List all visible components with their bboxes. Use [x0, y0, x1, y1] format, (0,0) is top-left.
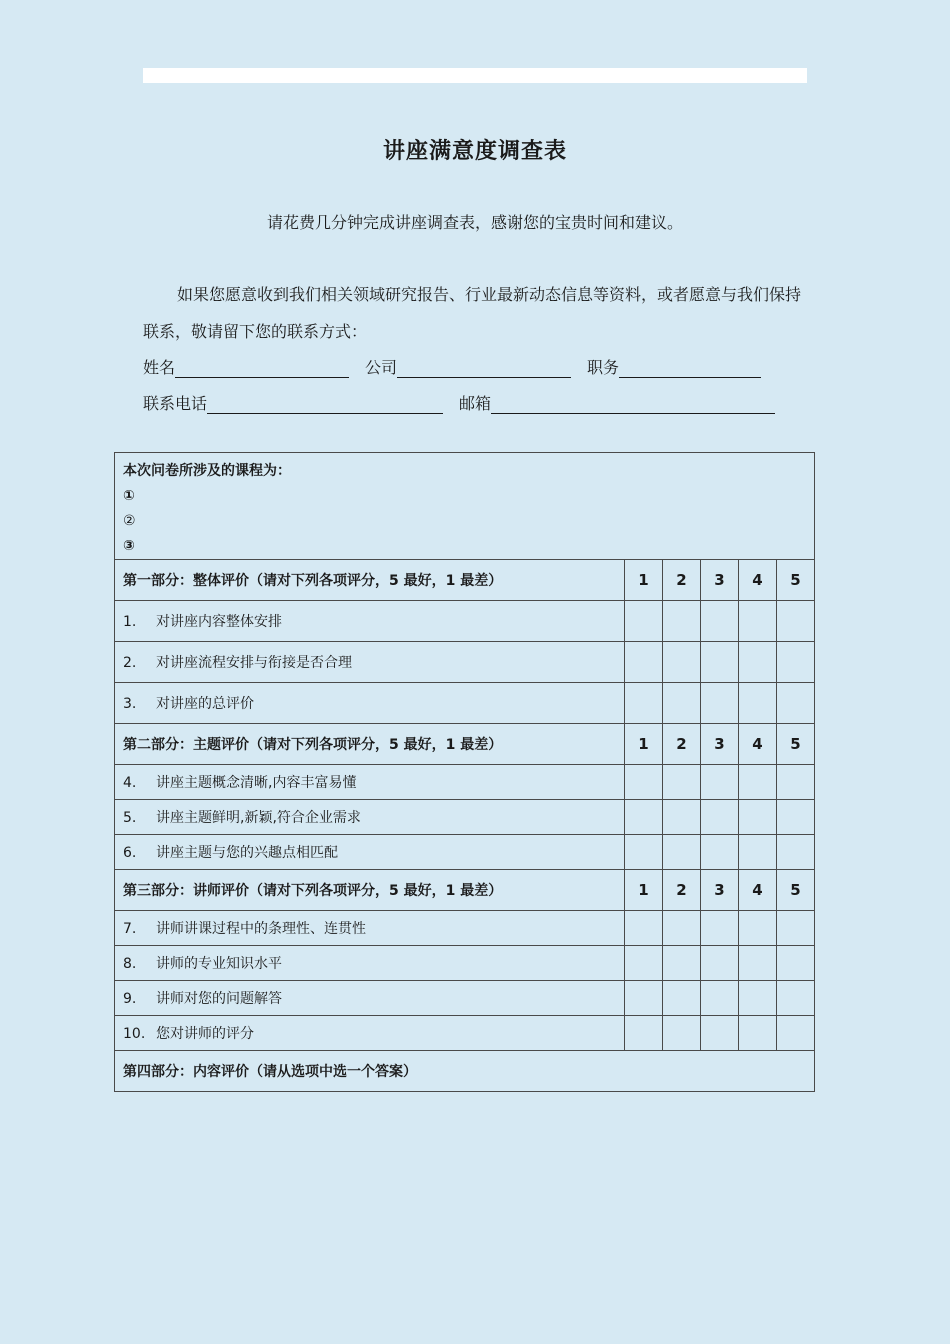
score-cell-2[interactable] — [663, 765, 701, 800]
item-cell — [115, 765, 625, 800]
email-label: 邮箱 — [459, 394, 492, 413]
item-cell — [115, 683, 625, 724]
table-row — [115, 981, 815, 1016]
score-cell-1[interactable] — [625, 800, 663, 835]
score-cell-1[interactable] — [625, 1016, 663, 1051]
position-label: 职务 — [587, 358, 620, 377]
item-cell — [115, 946, 625, 981]
score-cell-3[interactable] — [701, 835, 739, 870]
contact-paragraph: 如果您愿意收到我们相关领域研究报告、行业最新动态信息等资料，或者愿意与我们保持联系，敬请留下您的联系方式： — [143, 285, 802, 341]
item-number: 2. — [123, 655, 137, 671]
item-text: 讲师对您的问题解答 — [156, 991, 282, 1007]
item-text: 您对讲师的评分 — [156, 1026, 254, 1042]
section-title: 第一部分：整体评价（请对下列各项评分，5 最好，1 最差） — [115, 560, 625, 601]
section-4-title: 第四部分：内容评价（请从选项中选一个答案） — [115, 1051, 815, 1092]
score-header-4: 4 — [739, 724, 777, 765]
score-header-3: 3 — [701, 724, 739, 765]
table-row — [115, 683, 815, 724]
item-text: 讲座主题与您的兴趣点相匹配 — [156, 845, 338, 861]
score-cell-1[interactable] — [625, 765, 663, 800]
score-header-5: 5 — [777, 870, 815, 911]
item-number: 6. — [123, 845, 137, 861]
score-cell-2[interactable] — [663, 981, 701, 1016]
section-title: 第二部分：主题评价（请对下列各项评分，5 最好，1 最差） — [115, 724, 625, 765]
table-row — [115, 800, 815, 835]
phone-field[interactable] — [207, 395, 443, 414]
item-cell — [115, 642, 625, 683]
score-cell-1[interactable] — [625, 683, 663, 724]
score-cell-2[interactable] — [663, 946, 701, 981]
item-cell — [115, 981, 625, 1016]
score-cell-4[interactable] — [739, 835, 777, 870]
section-header-row — [115, 560, 815, 601]
score-header-3: 3 — [701, 560, 739, 601]
item-number: 10. — [123, 1026, 146, 1042]
score-cell-3[interactable] — [701, 946, 739, 981]
name-label: 姓名 — [143, 358, 176, 377]
score-cell-5[interactable] — [777, 765, 815, 800]
score-header-2: 2 — [663, 560, 701, 601]
score-header-1: 1 — [625, 560, 663, 601]
item-text: 讲座主题概念清晰,内容丰富易懂 — [156, 775, 357, 791]
score-cell-5[interactable] — [777, 601, 815, 642]
score-cell-4[interactable] — [739, 765, 777, 800]
item-text: 讲师讲课过程中的条理性、连贯性 — [156, 921, 366, 937]
score-cell-2[interactable] — [663, 601, 701, 642]
score-cell-3[interactable] — [701, 911, 739, 946]
score-cell-3[interactable] — [701, 800, 739, 835]
score-cell-5[interactable] — [777, 683, 815, 724]
header-bar — [143, 68, 807, 83]
score-header-2: 2 — [663, 724, 701, 765]
item-text: 讲座主题鲜明,新颖,符合企业需求 — [156, 810, 361, 826]
score-cell-2[interactable] — [663, 1016, 701, 1051]
score-cell-5[interactable] — [777, 835, 815, 870]
item-cell — [115, 835, 625, 870]
course-item-3: ③ — [123, 538, 135, 554]
section-4-row — [115, 1051, 815, 1092]
item-text: 对讲座的总评价 — [156, 696, 254, 712]
item-text: 对讲座内容整体安排 — [156, 614, 282, 630]
contact-row-2 — [143, 391, 791, 414]
item-cell — [115, 911, 625, 946]
table-row — [115, 946, 815, 981]
table-row — [115, 642, 815, 683]
item-text: 对讲座流程安排与衔接是否合理 — [156, 655, 352, 671]
score-cell-4[interactable] — [739, 683, 777, 724]
score-cell-4[interactable] — [739, 911, 777, 946]
score-cell-4[interactable] — [739, 800, 777, 835]
section-header-row — [115, 870, 815, 911]
item-number: 5. — [123, 810, 137, 826]
score-cell-3[interactable] — [701, 765, 739, 800]
score-header-4: 4 — [739, 870, 777, 911]
score-cell-1[interactable] — [625, 981, 663, 1016]
score-cell-3[interactable] — [701, 1016, 739, 1051]
score-cell-2[interactable] — [663, 911, 701, 946]
score-cell-2[interactable] — [663, 642, 701, 683]
name-field[interactable] — [175, 359, 349, 378]
item-number: 4. — [123, 775, 137, 791]
score-header-4: 4 — [739, 560, 777, 601]
item-number: 9. — [123, 991, 137, 1007]
item-number: 3. — [123, 696, 137, 712]
course-item-2: ② — [123, 513, 136, 529]
table-row — [115, 601, 815, 642]
score-cell-2[interactable] — [663, 683, 701, 724]
score-cell-5[interactable] — [777, 981, 815, 1016]
score-cell-1[interactable] — [625, 601, 663, 642]
score-cell-5[interactable] — [777, 642, 815, 683]
section-title: 第三部分：讲师评价（请对下列各项评分，5 最好，1 最差） — [115, 870, 625, 911]
item-number: 7. — [123, 921, 137, 937]
score-cell-3[interactable] — [701, 981, 739, 1016]
table-row — [115, 1016, 815, 1051]
course-heading: 本次问卷所涉及的课程为： — [123, 463, 291, 479]
course-cell — [115, 453, 815, 560]
score-cell-4[interactable] — [739, 1016, 777, 1051]
item-text: 讲师的专业知识水平 — [156, 956, 282, 972]
company-field[interactable] — [397, 359, 571, 378]
table-row — [115, 835, 815, 870]
score-cell-4[interactable] — [739, 946, 777, 981]
score-cell-1[interactable] — [625, 642, 663, 683]
course-item-1: ① — [123, 488, 135, 504]
score-header-1: 1 — [625, 870, 663, 911]
company-label: 公司 — [365, 358, 398, 377]
intro-text: 请花费几分钟完成讲座调查表，感谢您的宝贵时间和建议。 — [266, 213, 683, 232]
survey-table — [114, 452, 815, 1092]
score-cell-5[interactable] — [777, 911, 815, 946]
score-cell-4[interactable] — [739, 601, 777, 642]
score-cell-4[interactable] — [739, 642, 777, 683]
item-cell — [115, 601, 625, 642]
email-field[interactable] — [491, 395, 775, 414]
item-number: 8. — [123, 956, 137, 972]
page-title: 讲座满意度调查表 — [382, 139, 567, 164]
score-cell-5[interactable] — [777, 800, 815, 835]
item-cell — [115, 800, 625, 835]
position-field[interactable] — [619, 359, 761, 378]
score-header-3: 3 — [701, 870, 739, 911]
score-cell-1[interactable] — [625, 946, 663, 981]
item-cell — [115, 1016, 625, 1051]
score-header-5: 5 — [777, 560, 815, 601]
contact-row-1 — [143, 355, 777, 378]
section-header-row — [115, 724, 815, 765]
score-header-1: 1 — [625, 724, 663, 765]
table-row — [115, 911, 815, 946]
score-cell-1[interactable] — [625, 911, 663, 946]
score-cell-2[interactable] — [663, 835, 701, 870]
phone-label: 联系电话 — [143, 394, 208, 413]
score-cell-2[interactable] — [663, 800, 701, 835]
score-header-2: 2 — [663, 870, 701, 911]
score-cell-3[interactable] — [701, 683, 739, 724]
score-cell-5[interactable] — [777, 1016, 815, 1051]
course-row — [115, 453, 815, 560]
score-cell-3[interactable] — [701, 601, 739, 642]
score-cell-4[interactable] — [739, 981, 777, 1016]
score-cell-3[interactable] — [701, 642, 739, 683]
score-cell-5[interactable] — [777, 946, 815, 981]
table-row — [115, 765, 815, 800]
score-header-5: 5 — [777, 724, 815, 765]
item-number: 1. — [123, 614, 137, 630]
score-cell-1[interactable] — [625, 835, 663, 870]
